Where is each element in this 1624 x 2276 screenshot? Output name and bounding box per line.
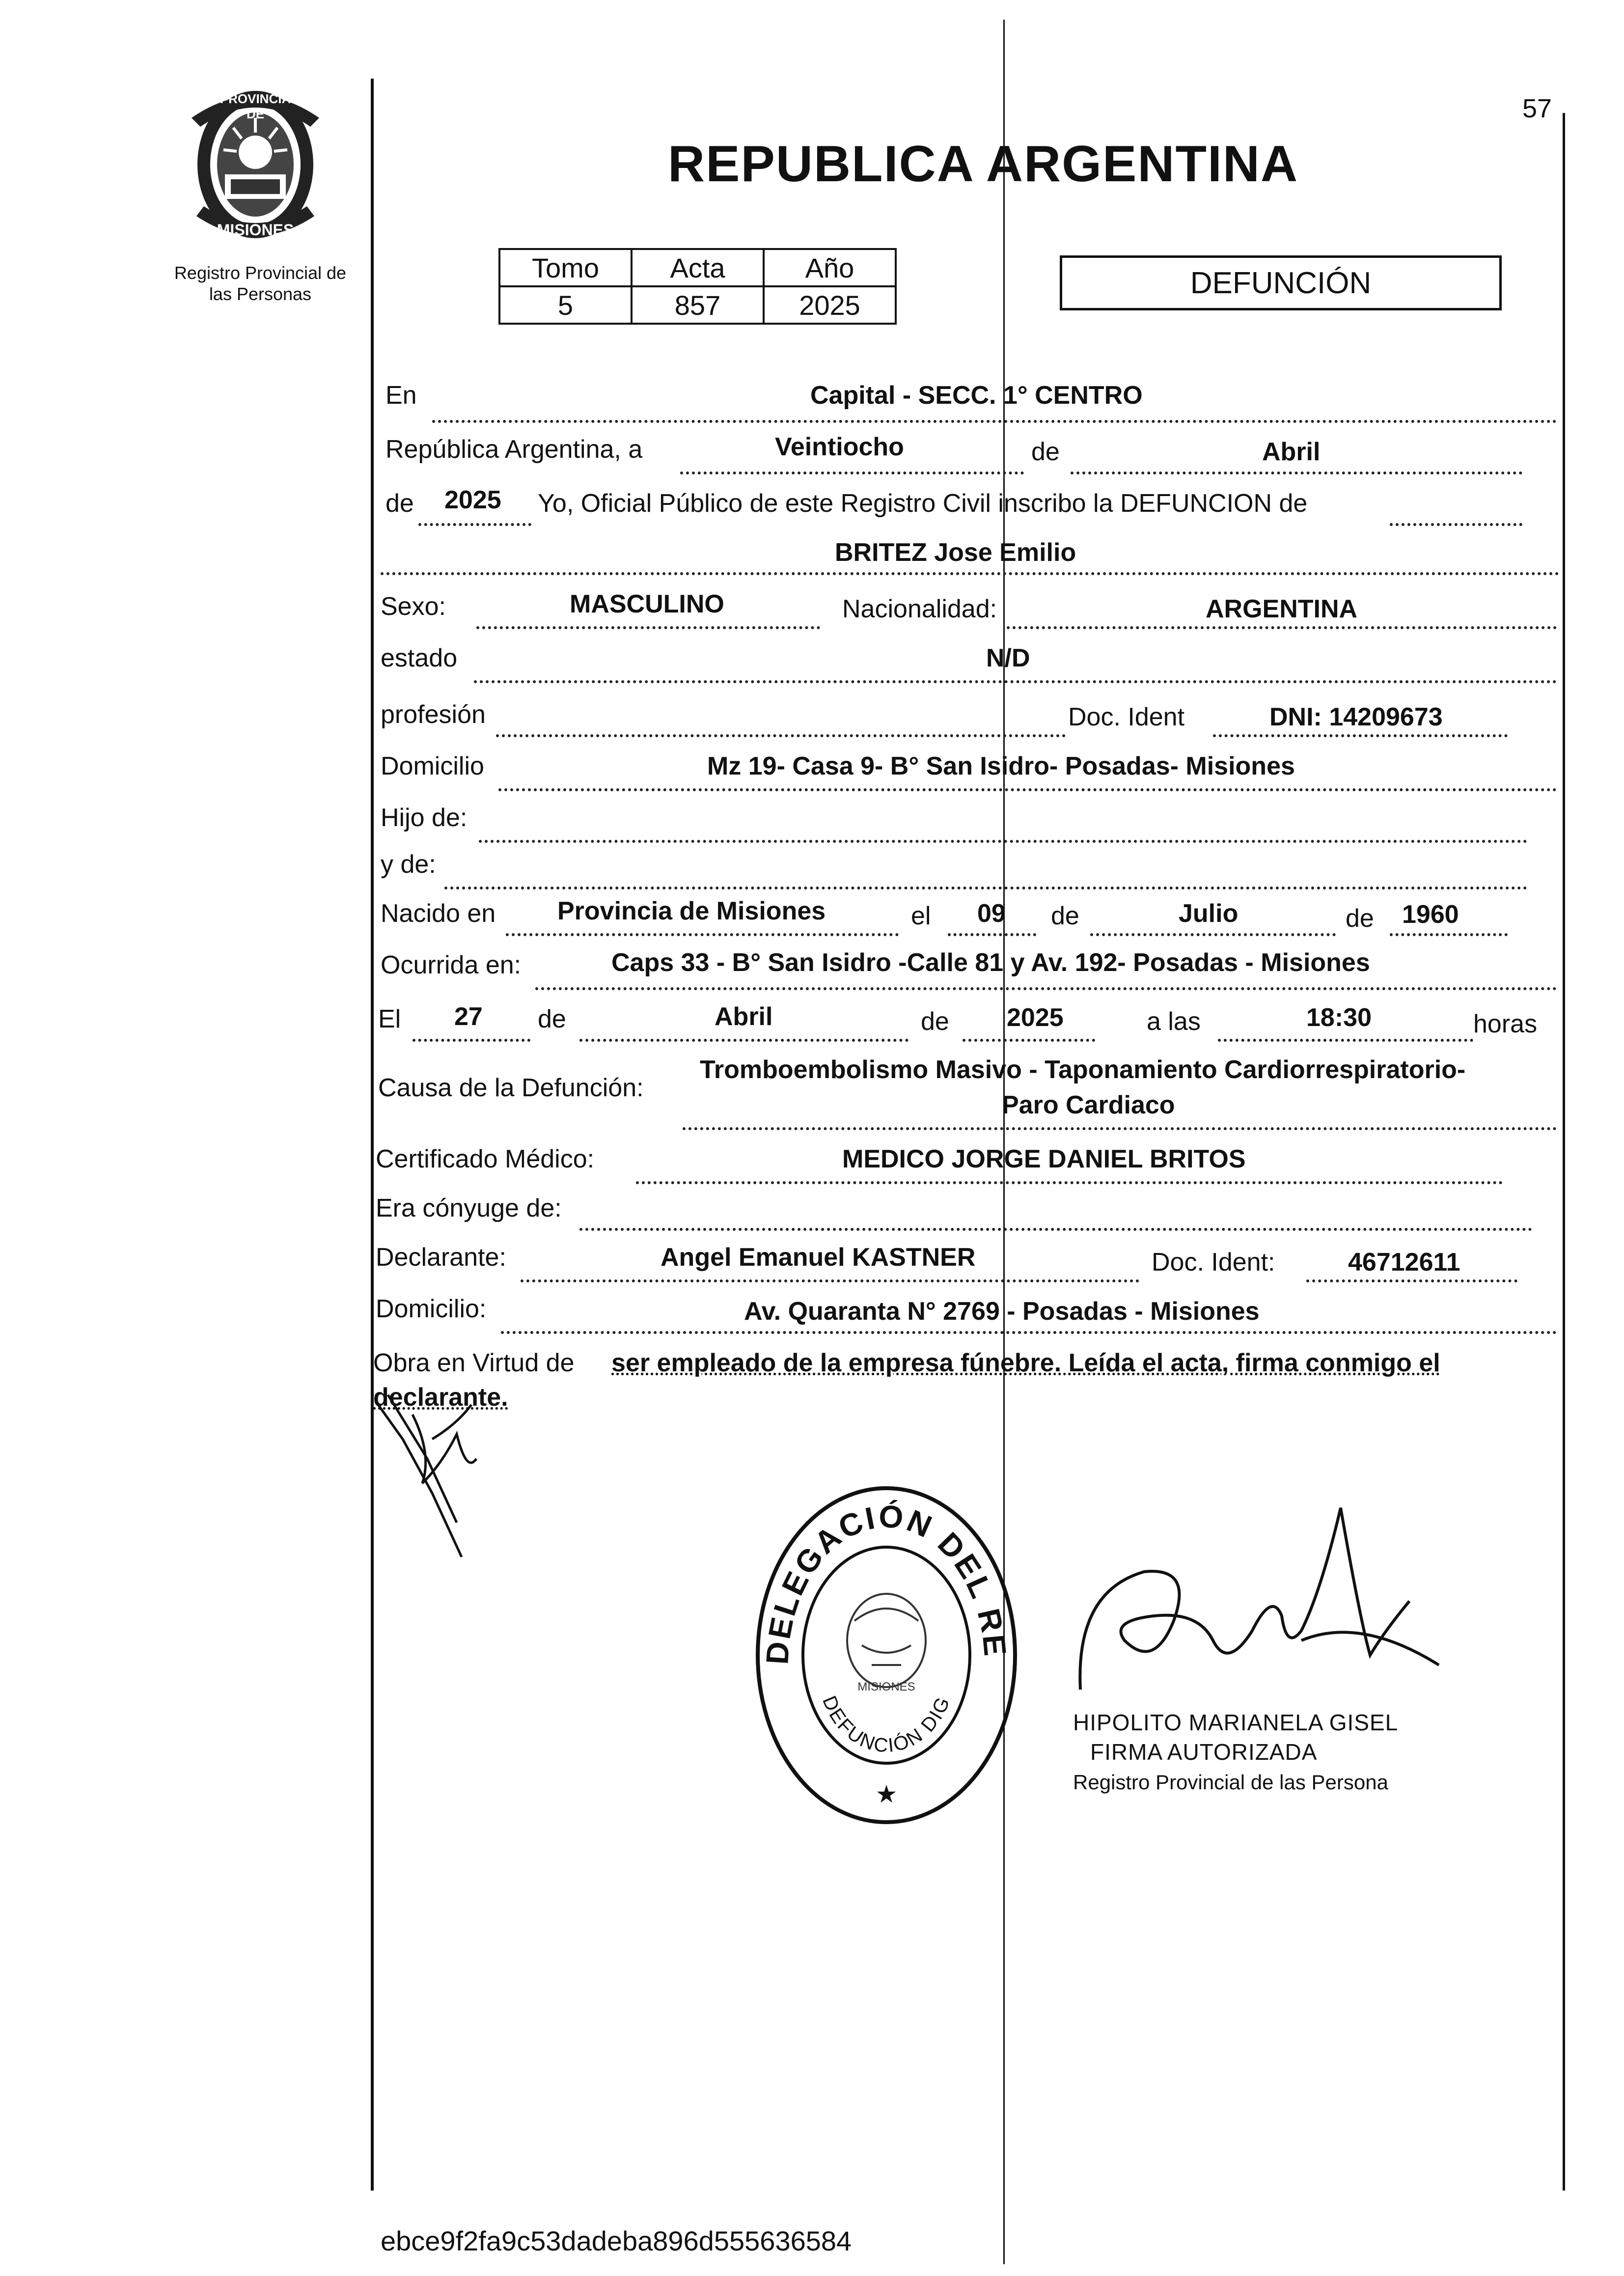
nacido-value: Provincia de Misiones xyxy=(557,897,826,925)
doc-ident2-value: 46712611 xyxy=(1348,1248,1460,1277)
obra-value-line-1: ser empleado de la empresa fúnebre. Leída el acta, firma conmigo el xyxy=(611,1349,1440,1377)
oficial-dotted-line xyxy=(1390,523,1522,526)
y-de-label: y de: xyxy=(381,850,436,879)
svg-text:DELEGACIÓN DEL REGISTRO DE LAS xyxy=(749,1478,1013,1665)
domicilio2-value: Av. Quaranta N° 2769 - Posadas - Misiones xyxy=(744,1297,1260,1326)
record-value-acta: 857 xyxy=(632,286,764,324)
republica-label: República Argentina, a xyxy=(385,435,643,464)
estado-label: estado xyxy=(381,644,458,672)
record-value-anio: 2025 xyxy=(764,286,896,324)
de-label-5: de xyxy=(538,1005,566,1033)
registry-seal-icon xyxy=(749,1478,1024,1832)
logo-caption-1: Registro Provincial de xyxy=(174,263,347,283)
day-value: Veintiocho xyxy=(775,433,904,461)
certificado-value: MEDICO JORGE DANIEL BRITOS xyxy=(842,1145,1246,1173)
y-de-dotted-line xyxy=(444,887,1527,889)
nacido-label: Nacido en xyxy=(381,899,496,928)
record-type-box xyxy=(1060,255,1502,310)
causa-line-2: Paro Cardiaco xyxy=(1002,1091,1175,1119)
right-margin-line xyxy=(1563,113,1565,2191)
death-day-dotted-line xyxy=(413,1039,530,1042)
seal-emblem-text: MISIONES xyxy=(857,1680,915,1693)
de-label-2: de xyxy=(385,489,414,518)
birth-day: 09 xyxy=(977,899,1006,928)
official-role: FIRMA AUTORIZADA xyxy=(1090,1739,1318,1765)
deceased-name: BRITEZ Jose Emilio xyxy=(835,538,1076,567)
ocurrida-label: Ocurrida en: xyxy=(381,951,522,979)
death-year: 2025 xyxy=(1007,1003,1064,1032)
certificado-dotted-line xyxy=(636,1181,1503,1184)
logo-ring-bottom: MISIONES xyxy=(217,221,294,239)
month-value: Abril xyxy=(1262,438,1321,466)
declarant-signature xyxy=(358,1375,516,1562)
domicilio2-dotted-line xyxy=(501,1331,1557,1334)
svg-text:★: ★ xyxy=(875,1780,898,1808)
domicilio2-label: Domicilio: xyxy=(376,1295,487,1323)
doc-ident2-label: Doc. Ident: xyxy=(1152,1248,1275,1277)
record-header-anio: Año xyxy=(764,249,896,286)
causa-dotted-line xyxy=(683,1127,1557,1130)
seal-inner-text: DEFUNCIÓN DIG xyxy=(818,1693,955,1757)
ocurrida-value: Caps 33 - B° San Isidro -Calle 81 y Av. 192- Posadas - Misiones xyxy=(611,948,1370,977)
sexo-label: Sexo: xyxy=(381,592,446,621)
birth-year-dotted-line xyxy=(1390,933,1508,936)
death-day: 27 xyxy=(454,1002,483,1031)
nacionalidad-value: ARGENTINA xyxy=(1206,595,1358,623)
causa-line-1: Tromboembolismo Masivo - Taponamiento Cardiorrespiratorio- xyxy=(700,1055,1466,1084)
doc-ident-value: DNI: 14209673 xyxy=(1269,703,1443,731)
causa-label: Causa de la Defunción: xyxy=(378,1074,644,1102)
death-time-dotted-line xyxy=(1218,1039,1473,1042)
logo-caption-2: las Personas xyxy=(209,284,312,304)
el-label: el xyxy=(911,902,931,930)
profesion-dotted-line xyxy=(496,734,1066,737)
birth-year: 1960 xyxy=(1402,900,1459,929)
official-signature xyxy=(1066,1493,1449,1729)
record-type-label: DEFUNCIÓN xyxy=(1190,266,1372,300)
doc-ident-label: Doc. Ident xyxy=(1068,703,1185,731)
footer-hash: ebce9f2fa9c53dadeba896d555636584 xyxy=(381,2225,852,2256)
fold-line xyxy=(1003,20,1005,2264)
record-table-value-row xyxy=(499,286,896,324)
record-table-header-row xyxy=(499,249,896,286)
birth-month: Julio xyxy=(1179,899,1239,928)
profesion-label: profesión xyxy=(381,700,486,729)
de-label-3: de xyxy=(1051,902,1079,930)
certificado-label: Certificado Médico: xyxy=(376,1145,595,1173)
declarante-dotted-line xyxy=(521,1279,1139,1282)
declarante-label: Declarante: xyxy=(376,1243,506,1272)
nacionalidad-dotted-line xyxy=(1007,626,1557,629)
ocurrida-dotted-line xyxy=(535,987,1557,990)
estado-dotted-line xyxy=(474,680,1557,683)
conyuge-dotted-line xyxy=(579,1228,1532,1231)
nacionalidad-label: Nacionalidad: xyxy=(842,595,997,623)
de-label-1: de xyxy=(1031,438,1060,466)
sexo-dotted-line xyxy=(476,626,820,629)
birth-month-dotted-line xyxy=(1090,933,1336,936)
official-name: HIPOLITO MARIANELA GISEL xyxy=(1073,1710,1399,1735)
en-value: Capital - SECC. 1° CENTRO xyxy=(810,381,1143,410)
month-dotted-line xyxy=(1071,472,1522,474)
el2-label: El xyxy=(378,1005,401,1033)
estado-value: N/D xyxy=(986,644,1030,672)
name-dotted-line xyxy=(381,572,1559,575)
year-dotted-line xyxy=(418,523,531,526)
death-month: Abril xyxy=(715,1002,773,1031)
obra-label: Obra en Virtud de xyxy=(373,1349,575,1377)
death-month-dotted-line xyxy=(579,1039,908,1042)
nacido-dotted-line xyxy=(506,933,899,936)
de-label-4: de xyxy=(1346,904,1374,933)
declarante-value: Angel Emanuel KASTNER xyxy=(661,1243,976,1272)
record-value-tomo: 5 xyxy=(499,286,632,324)
a-las-label: a las xyxy=(1147,1007,1201,1036)
record-table xyxy=(498,248,897,325)
en-label: En xyxy=(385,381,417,410)
doc-ident-dotted-line xyxy=(1213,734,1508,737)
hijo-label: Hijo de: xyxy=(381,804,468,832)
day-dotted-line xyxy=(680,472,1024,474)
birth-day-dotted-line xyxy=(948,933,1036,936)
death-time: 18:30 xyxy=(1306,1003,1372,1032)
doc-ident2-dotted-line xyxy=(1306,1279,1517,1282)
de-label-6: de xyxy=(921,1007,949,1036)
page-number: 57 xyxy=(1522,94,1552,123)
official-org: Registro Provincial de las Persona xyxy=(1073,1771,1388,1794)
horas-label: horas xyxy=(1473,1010,1538,1038)
logo-ring-top: PROVINCIA DE xyxy=(220,91,291,121)
conyuge-label: Era cónyuge de: xyxy=(376,1194,562,1222)
left-margin-line xyxy=(371,79,374,2191)
hijo-dotted-line xyxy=(479,840,1527,843)
year-value: 2025 xyxy=(444,486,501,514)
death-year-dotted-line xyxy=(963,1039,1095,1042)
official-seal xyxy=(749,1478,1024,1832)
seal-ring-text: DELEGACIÓN DEL RE xyxy=(759,1498,1014,1665)
domicilio-value: Mz 19- Casa 9- B° San Isidro- Posadas- Misiones xyxy=(707,752,1295,780)
domicilio-dotted-line xyxy=(498,788,1557,791)
record-header-tomo: Tomo xyxy=(499,249,632,286)
en-dotted-line xyxy=(432,420,1557,423)
oficial-text: Yo, Oficial Público de este Registro Civil inscribo la DEFUNCION de xyxy=(538,489,1308,518)
record-header-acta: Acta xyxy=(632,249,764,286)
sexo-value: MASCULINO xyxy=(570,590,724,618)
domicilio-label: Domicilio xyxy=(381,752,484,780)
obra-value-line-2: declarante. xyxy=(373,1383,508,1412)
page-title: REPUBLICA ARGENTINA xyxy=(668,136,1299,193)
